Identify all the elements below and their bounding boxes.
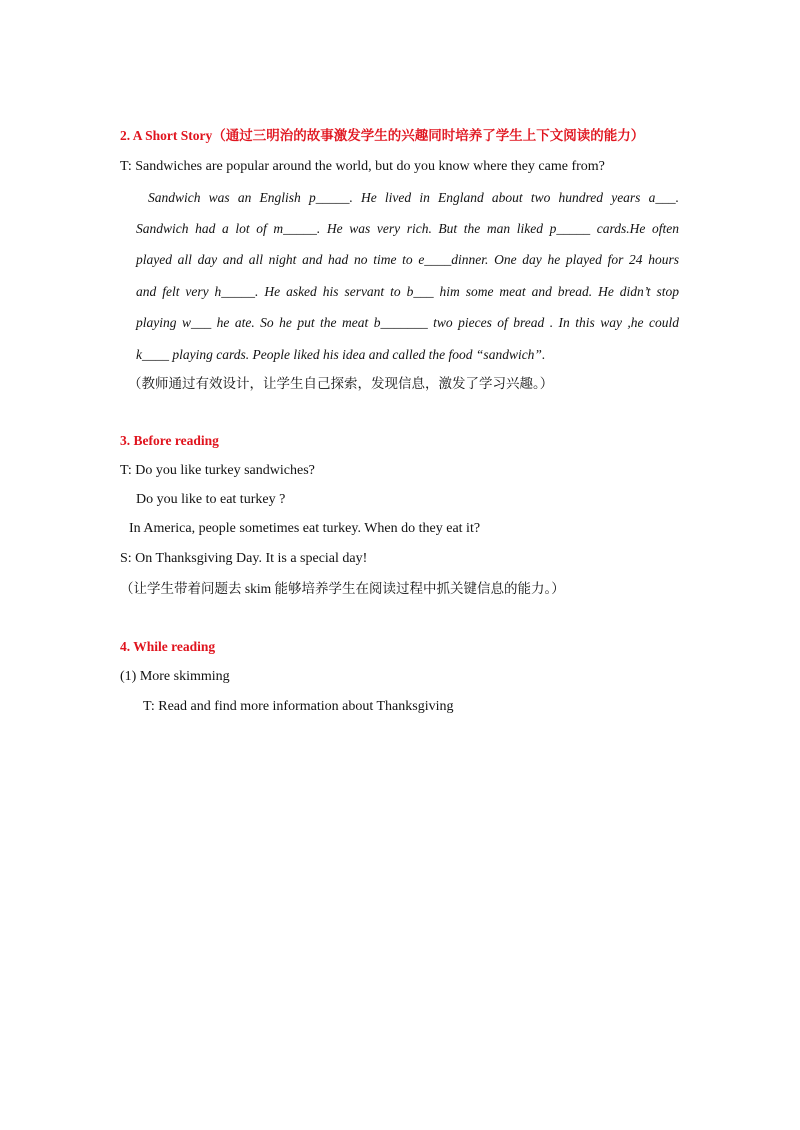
dialog-line: In America, people sometimes eat turkey. When do they eat it? (129, 521, 481, 536)
section-2-heading: 2. A Short Story（通过三明治的故事激发学生的兴趣同时培养了学生上下文阅读的能力） (120, 128, 645, 143)
story-line: playing w___ he ate. So he put the meat b_______ two pieces of bread . In this way ,he could (136, 315, 679, 330)
dialog-line: T: Do you like turkey sandwiches? (120, 463, 315, 478)
section-4-heading: 4. While reading (120, 639, 216, 654)
teacher-question: T: Sandwiches are popular around the world, but do you know where they came from? (120, 159, 605, 174)
dialog-line: S: On Thanksgiving Day. It is a special day! (120, 551, 368, 566)
story-line: Sandwich had a lot of m_____. He was very rich. But the man liked p_____ cards.He often (136, 221, 679, 236)
teacher-note: （让学生带着问题去 skim 能够培养学生在阅读过程中抓关键信息的能力。） (120, 581, 565, 596)
teacher-note: （教师通过有效设计，让学生自己探索，发现信息，激发了学习兴趣。） (128, 376, 554, 391)
story-line: k____ playing cards. People liked his idea and called the food “sandwich”. (136, 347, 546, 362)
dialog-line: T: Read and find more information about Thanksgiving (143, 699, 454, 714)
story-line: Sandwich was an English p_____. He lived in England about two hundred years a___. (148, 190, 679, 205)
section-3-heading: 3. Before reading (120, 433, 219, 448)
subsection-title: (1) More skimming (120, 669, 230, 684)
dialog-line: Do you like to eat turkey ? (136, 492, 286, 507)
story-line: and felt very h_____. He asked his servant to b___ him some meat and bread. He didn’t stop (136, 284, 679, 299)
story-line: played all day and all night and had no time to e____dinner. One day he played for 24 hours (136, 252, 679, 267)
